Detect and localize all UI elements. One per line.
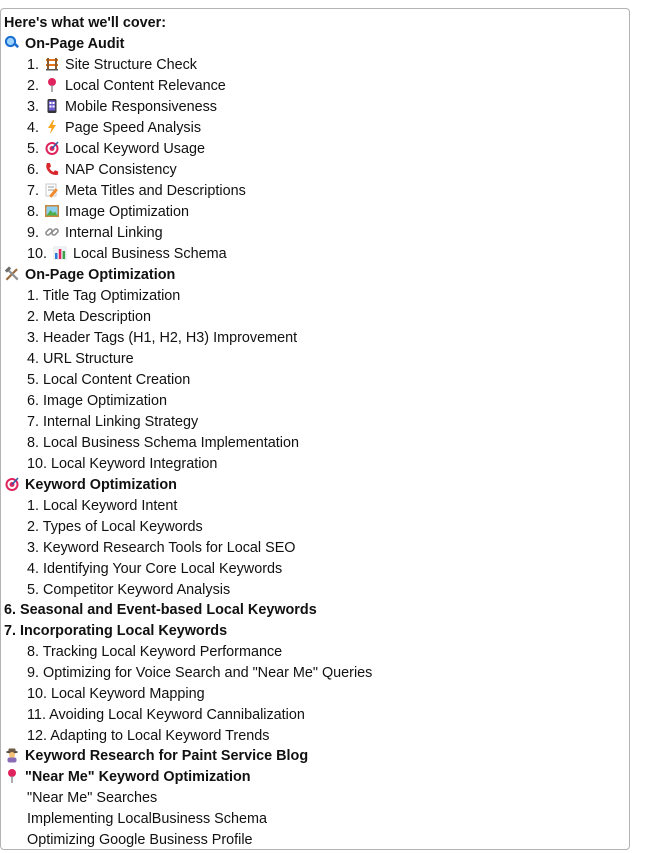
- list-item: 4. URL Structure: [27, 351, 134, 367]
- list-item: Optimizing Google Business Profile: [27, 832, 253, 848]
- section-near-me-optimization: [4, 767, 251, 788]
- round-pushpin-icon: [4, 768, 20, 784]
- list-item: 10. Local Keyword Integration: [27, 456, 218, 472]
- section-title: Keyword Research for Paint Service Blog: [25, 748, 309, 764]
- list-item: "Near Me" Searches: [27, 790, 158, 806]
- list-item: 5. Local Keyword Usage: [27, 141, 206, 157]
- list-item: 7. Meta Titles and Descriptions: [27, 183, 246, 199]
- list-item: 8. Tracking Local Keyword Performance: [27, 644, 283, 660]
- section-title: Keyword Optimization: [25, 477, 177, 493]
- target-icon: [4, 476, 20, 492]
- construction-icon: [44, 56, 60, 72]
- target-icon: [44, 140, 60, 156]
- hammer-and-wrench-icon: [4, 266, 20, 282]
- section-seasonal-keywords: 6. Seasonal and Event-based Local Keywords: [4, 602, 317, 618]
- list-item: 4. Page Speed Analysis: [27, 120, 202, 136]
- framed-picture-icon: [44, 203, 60, 219]
- list-item: 1. Local Keyword Intent: [27, 498, 178, 514]
- list-item: 7. Internal Linking Strategy: [27, 414, 199, 430]
- lightning-icon: [44, 119, 60, 135]
- mobile-phone-icon: [44, 98, 60, 114]
- list-item: 6. NAP Consistency: [27, 162, 177, 178]
- list-item: 6. Image Optimization: [27, 393, 167, 409]
- list-item: 9. Optimizing for Voice Search and "Near Me" Queries: [27, 665, 373, 681]
- magnifying-glass-icon: [4, 35, 20, 51]
- section-onpage-optimization: [4, 265, 175, 286]
- list-item: 10. Local Business Schema: [27, 246, 227, 262]
- list-item: 2. Local Content Relevance: [27, 78, 226, 94]
- section-title: On-Page Optimization: [25, 267, 176, 283]
- list-item: 8. Local Business Schema Implementation: [27, 435, 299, 451]
- list-item: 11. Avoiding Local Keyword Cannibalization: [27, 707, 305, 723]
- list-item: 2. Meta Description: [27, 309, 151, 325]
- list-item: 2. Types of Local Keywords: [27, 519, 203, 535]
- telephone-receiver-icon: [44, 161, 60, 177]
- section-title: On-Page Audit: [25, 36, 125, 52]
- section-keyword-optimization: [4, 475, 177, 496]
- section-title: "Near Me" Keyword Optimization: [25, 769, 251, 785]
- list-item: 9. Internal Linking: [27, 225, 163, 241]
- list-item: 8. Image Optimization: [27, 204, 189, 220]
- intro-heading: Here's what we'll cover:: [4, 15, 167, 31]
- list-item: 1. Title Tag Optimization: [27, 288, 181, 304]
- round-pushpin-icon: [44, 77, 60, 93]
- list-item: 5. Competitor Keyword Analysis: [27, 582, 231, 598]
- list-item: 10. Local Keyword Mapping: [27, 686, 205, 702]
- link-icon: [44, 224, 60, 240]
- list-item: 3. Keyword Research Tools for Local SEO: [27, 540, 296, 556]
- bar-chart-icon: [52, 245, 68, 261]
- list-item: 3. Mobile Responsiveness: [27, 99, 217, 115]
- list-item: 4. Identifying Your Core Local Keywords: [27, 561, 283, 577]
- section-onpage-audit: [4, 34, 124, 55]
- list-item: 12. Adapting to Local Keyword Trends: [27, 728, 270, 744]
- list-item: 3. Header Tags (H1, H2, H3) Improvement: [27, 330, 298, 346]
- detective-icon: [4, 747, 20, 763]
- list-item: 5. Local Content Creation: [27, 372, 191, 388]
- list-item: Implementing LocalBusiness Schema: [27, 811, 267, 827]
- section-incorporating-keywords: 7. Incorporating Local Keywords: [4, 623, 228, 639]
- list-item: 1. Site Structure Check: [27, 57, 197, 73]
- memo-icon: [44, 182, 60, 198]
- section-paint-service-blog: [4, 746, 308, 767]
